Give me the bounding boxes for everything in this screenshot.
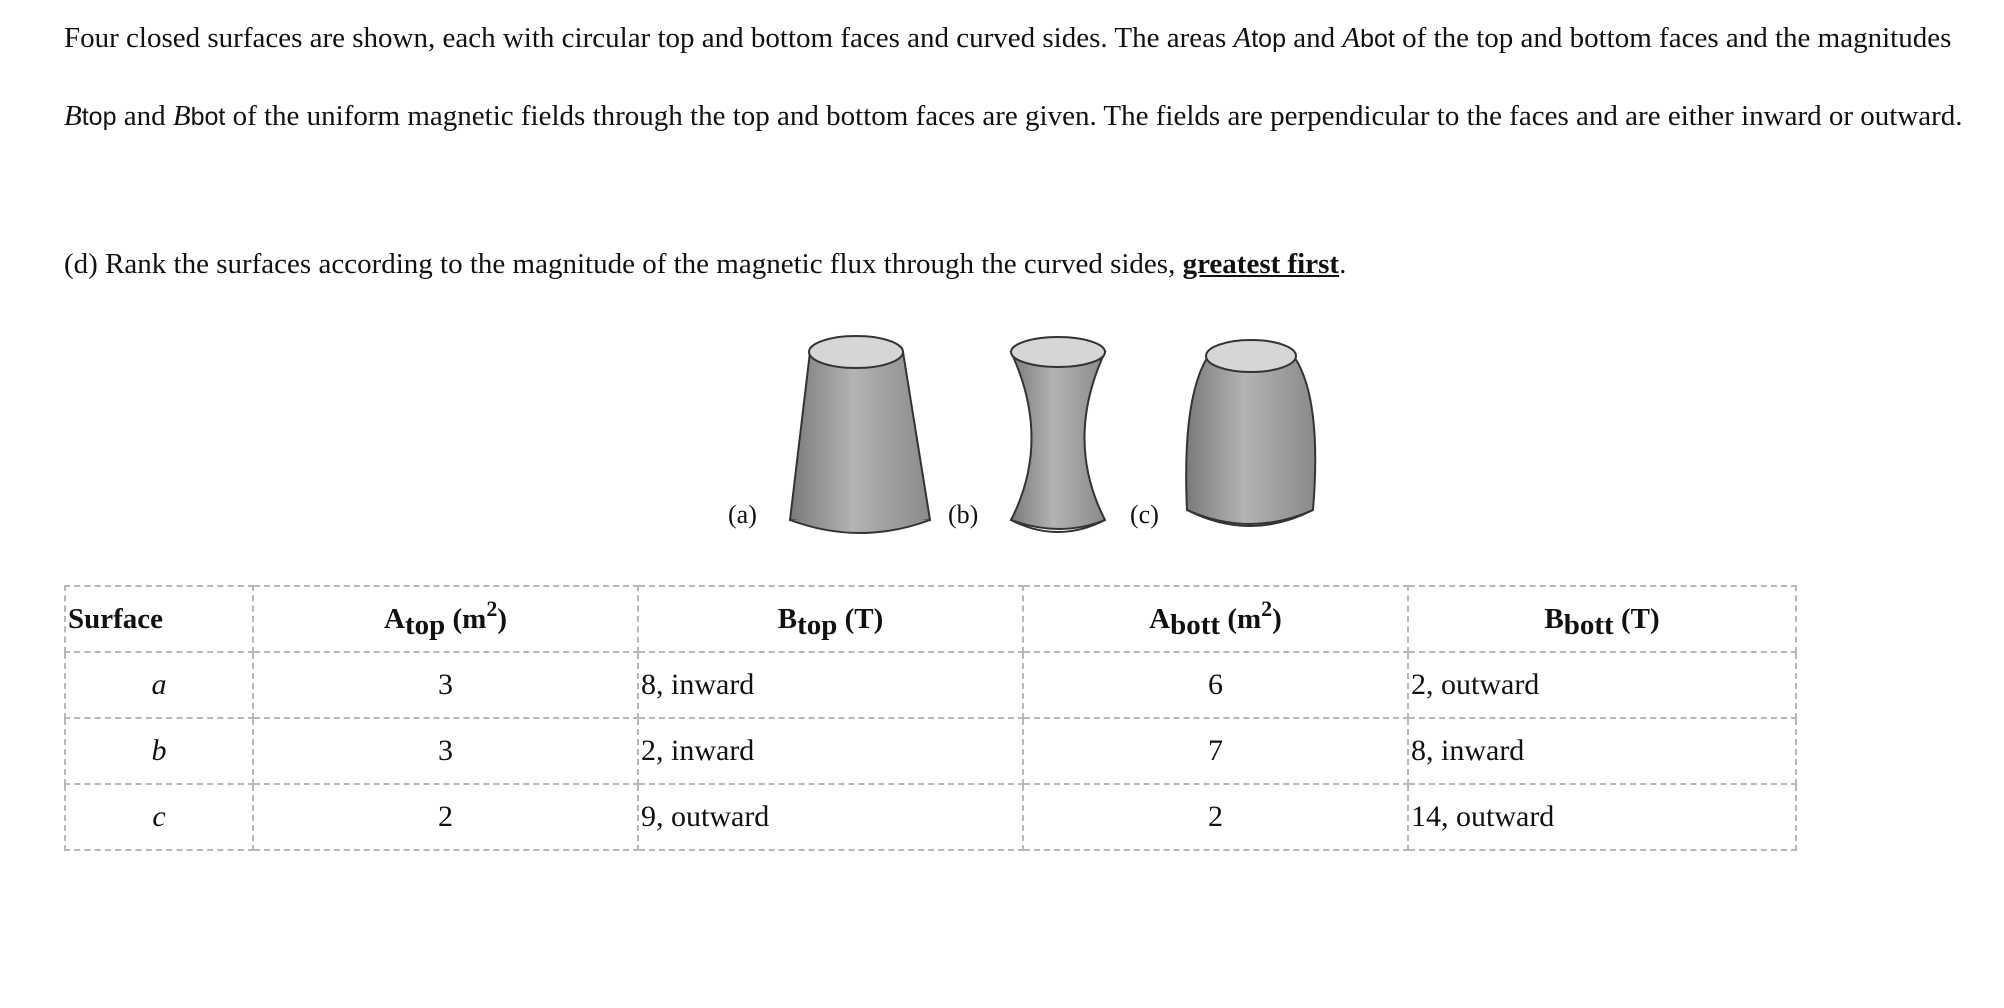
surface-c-shape	[1186, 340, 1315, 526]
intro-paragraph: Four closed surfaces are shown, each with circular top and bottom faces and curved sides. The areas Atop and Abot of the top and bottom faces and the magnitudes Btop and Bbot of the uniform magnetic fields through the top and bottom faces are given. The fields are perpendicular to the faces and are either inward or outward.	[64, 22, 1963, 132]
cell-surface: a	[65, 652, 253, 718]
surfaces-figure	[0, 330, 2004, 540]
cell-a-top: 2	[253, 784, 638, 850]
table-header-row	[65, 586, 1796, 652]
figure-label-a: (a)	[728, 500, 757, 529]
header-b-top: Btop (T)	[638, 586, 1023, 652]
intro-text-3: of the uniform magnetic fields through the top and bottom faces are given. The fields are perpendicular to the faces and are either inward or outward.	[225, 100, 1963, 132]
cell-a-top: 3	[253, 652, 638, 718]
cell-a-bott: 7	[1023, 718, 1408, 784]
cell-b-top: 9, outward	[638, 784, 1023, 850]
symbol-b-bot: Bbot	[172, 100, 226, 132]
cell-b-top: 8, inward	[638, 652, 1023, 718]
intro-text-1: Four closed surfaces are shown, each with circular top and bottom faces and curved sides. The areas	[64, 22, 1234, 54]
table-row	[65, 652, 1796, 718]
figure-label-c: (c)	[1130, 500, 1159, 529]
header-surface: Surface	[65, 586, 253, 652]
cell-a-top: 3	[253, 718, 638, 784]
symbol-a-bot: Abot	[1342, 22, 1395, 54]
intro-text-2: of the top and bottom faces and the magnitudes	[1394, 22, 1952, 54]
header-b-bott: Bbott (T)	[1408, 586, 1796, 652]
question-paragraph: (d) Rank the surfaces according to the magnitude of the magnetic flux through the curved sides, greatest first.	[64, 248, 1347, 280]
header-a-bott: Abott $(m^2)$	[1023, 586, 1408, 652]
surface-b-shape	[1011, 337, 1105, 532]
surface-a-shape	[790, 336, 930, 533]
figure-label-b: (b)	[948, 500, 979, 529]
symbol-b-top: Btop	[64, 100, 117, 132]
symbol-a-top: Atop	[1233, 22, 1286, 54]
cell-b-bott: 8, inward	[1408, 718, 1796, 784]
cell-b-bott: 14, outward	[1408, 784, 1796, 850]
surfaces-illustration	[0, 330, 2004, 540]
greatest-first-emphasis: greatest first	[1182, 248, 1340, 280]
header-a-top: Atop $(m^2)$	[253, 586, 638, 652]
cell-a-bott: 6	[1023, 652, 1408, 718]
cell-a-bott: 2	[1023, 784, 1408, 850]
data-table	[64, 585, 1797, 851]
cell-b-bott: 2, outward	[1408, 652, 1796, 718]
cell-surface: b	[65, 718, 253, 784]
cell-b-top: 2, inward	[638, 718, 1023, 784]
table-row	[65, 718, 1796, 784]
cell-surface: c	[65, 784, 253, 850]
table-row	[65, 784, 1796, 850]
